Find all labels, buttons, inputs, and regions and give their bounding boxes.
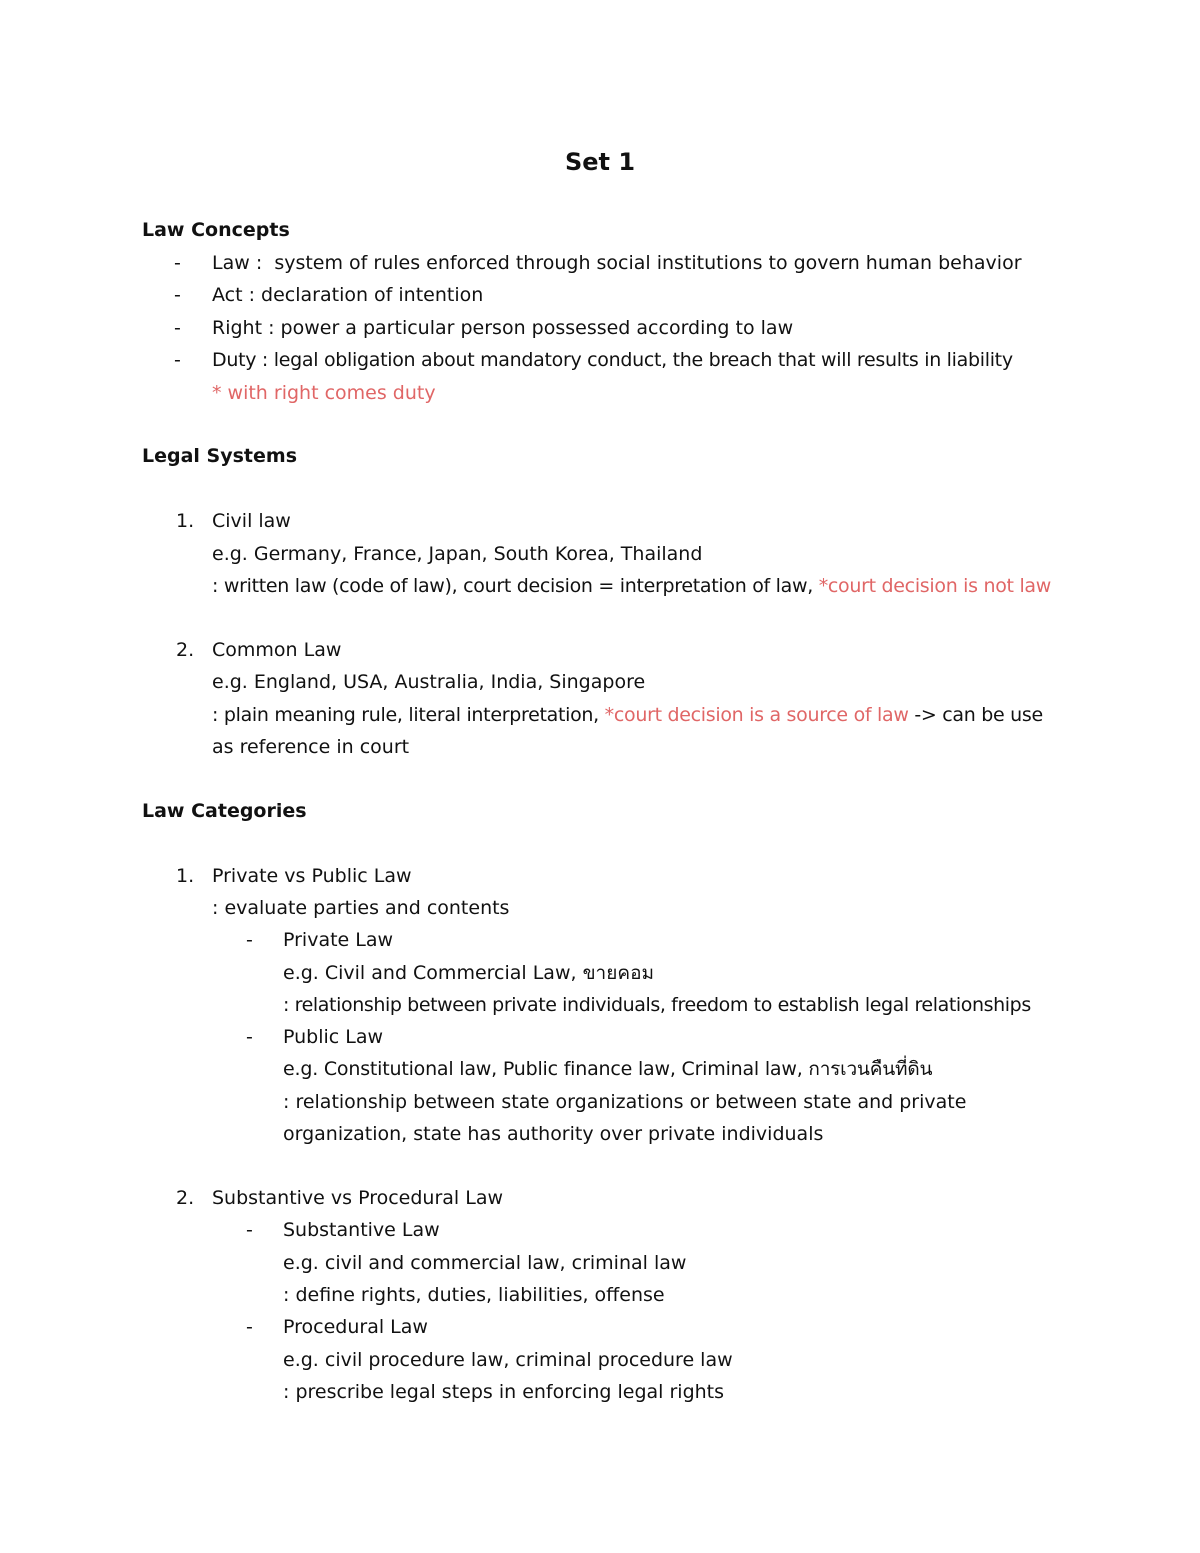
note-right-duty: * with right comes duty bbox=[212, 382, 436, 404]
section-heading-legal-systems: Legal Systems bbox=[142, 445, 297, 467]
procedural-law-description: : prescribe legal steps in enforcing legal rights bbox=[283, 1381, 725, 1403]
common-law-description-cont: as reference in court bbox=[212, 736, 410, 758]
bullet-dash: - bbox=[246, 1219, 253, 1241]
substantive-law-name: Substantive Law bbox=[283, 1219, 440, 1241]
category-private-public: Private vs Public Law bbox=[212, 865, 412, 887]
concept-right: Right : power a particular person possessed according to law bbox=[212, 317, 794, 339]
category-substantive-procedural: Substantive vs Procedural Law bbox=[212, 1187, 504, 1209]
substantive-law-description: : define rights, duties, liabilities, offense bbox=[283, 1284, 665, 1306]
bullet-dash: - bbox=[246, 1026, 253, 1048]
private-law-description: : relationship between private individuals, freedom to establish legal relationships bbox=[283, 994, 1031, 1016]
procedural-law-examples: e.g. civil procedure law, criminal procedure law bbox=[283, 1349, 733, 1371]
civil-law-name: Civil law bbox=[212, 510, 291, 532]
common-law-name: Common Law bbox=[212, 639, 342, 661]
section-heading-law-concepts: Law Concepts bbox=[142, 219, 290, 241]
civil-law-description: : written law (code of law), court decision = interpretation of law, *court decision is not law bbox=[212, 575, 1052, 597]
bullet-dash: - bbox=[174, 317, 181, 339]
civil-law-examples: e.g. Germany, France, Japan, South Korea, Thailand bbox=[212, 543, 703, 565]
bullet-dash: - bbox=[246, 929, 253, 951]
bullet-dash: - bbox=[174, 252, 181, 274]
bullet-dash: - bbox=[174, 349, 181, 371]
concept-act: Act : declaration of intention bbox=[212, 284, 484, 306]
public-law-name: Public Law bbox=[283, 1026, 384, 1048]
public-law-examples: e.g. Constitutional law, Public finance law, Criminal law, การเวนคืนที่ดิน bbox=[283, 1058, 933, 1080]
procedural-law-name: Procedural Law bbox=[283, 1316, 428, 1338]
page-title: Set 1 bbox=[564, 148, 636, 176]
category-private-public-desc: : evaluate parties and contents bbox=[212, 897, 510, 919]
list-number: 2. bbox=[176, 639, 195, 661]
bullet-dash: - bbox=[174, 284, 181, 306]
list-number: 1. bbox=[176, 510, 195, 532]
list-number: 2. bbox=[176, 1187, 195, 1209]
private-law-examples: e.g. Civil and Commercial Law, ขายคอม bbox=[283, 962, 655, 984]
common-law-examples: e.g. England, USA, Australia, India, Singapore bbox=[212, 671, 646, 693]
bullet-dash: - bbox=[246, 1316, 253, 1338]
list-number: 1. bbox=[176, 865, 195, 887]
section-heading-law-categories: Law Categories bbox=[142, 800, 307, 822]
substantive-law-examples: e.g. civil and commercial law, criminal law bbox=[283, 1252, 687, 1274]
public-law-description: : relationship between state organizations or between state and private bbox=[283, 1091, 967, 1113]
common-law-description: : plain meaning rule, literal interpretation, *court decision is a source of law -> can be use bbox=[212, 704, 1043, 726]
private-law-name: Private Law bbox=[283, 929, 394, 951]
concept-duty: Duty : legal obligation about mandatory conduct, the breach that will results in liability bbox=[212, 349, 1013, 371]
public-law-description-cont: organization, state has authority over private individuals bbox=[283, 1123, 824, 1145]
concept-law: Law : system of rules enforced through social institutions to govern human behavior bbox=[212, 252, 1022, 274]
